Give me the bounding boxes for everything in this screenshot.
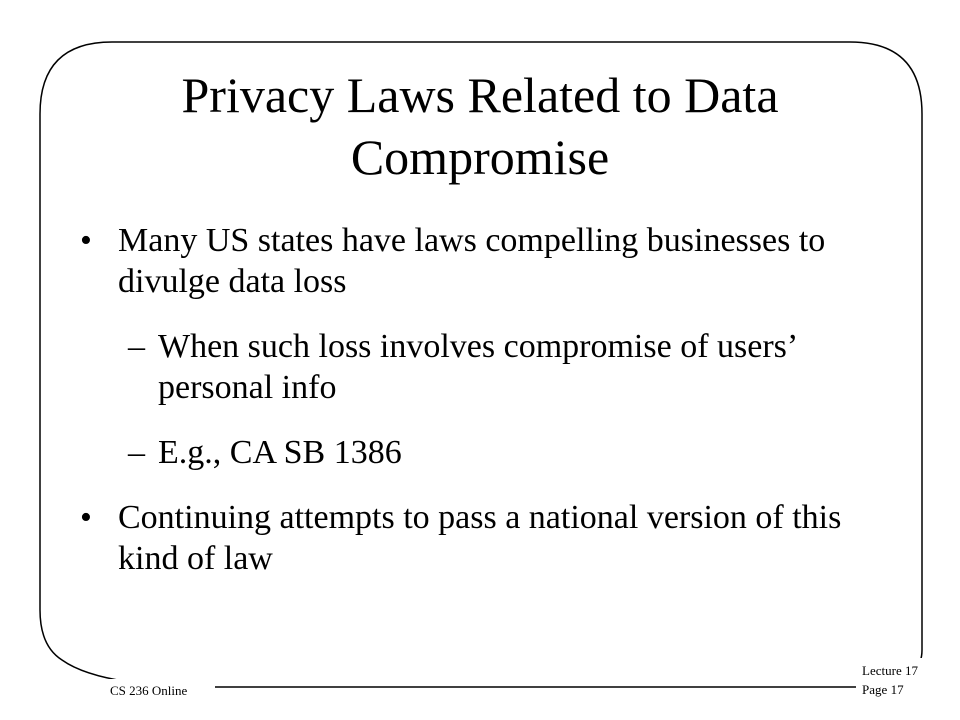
footer-page-info xyxy=(862,661,918,699)
bullet-text: Continuing attempts to pass a national version of this kind of law xyxy=(118,499,842,577)
sub-bullet-item-1 xyxy=(80,326,860,408)
sub-bullet-text: When such loss involves compromise of users’ personal info xyxy=(158,328,796,406)
sub-bullet-text: E.g., CA SB 1386 xyxy=(158,434,402,471)
sub-bullet-marker: – xyxy=(128,328,145,365)
bullet-text: Many US states have laws compelling businesses to divulge data loss xyxy=(118,222,826,300)
bullet-item-2 xyxy=(80,497,860,579)
bullet-marker: • xyxy=(80,499,92,536)
bullet-item-1 xyxy=(80,220,860,302)
bullet-marker: • xyxy=(80,222,92,259)
footer-page: Page 17 xyxy=(862,682,904,697)
sub-bullet-item-2 xyxy=(80,432,860,473)
footer-lecture: Lecture 17 xyxy=(862,663,918,678)
sub-bullet-marker: – xyxy=(128,434,145,471)
slide-title: Privacy Laws Related to Data Compromise xyxy=(181,67,779,185)
footer-course: CS 236 Online xyxy=(110,683,188,698)
bullet-list xyxy=(80,220,860,603)
